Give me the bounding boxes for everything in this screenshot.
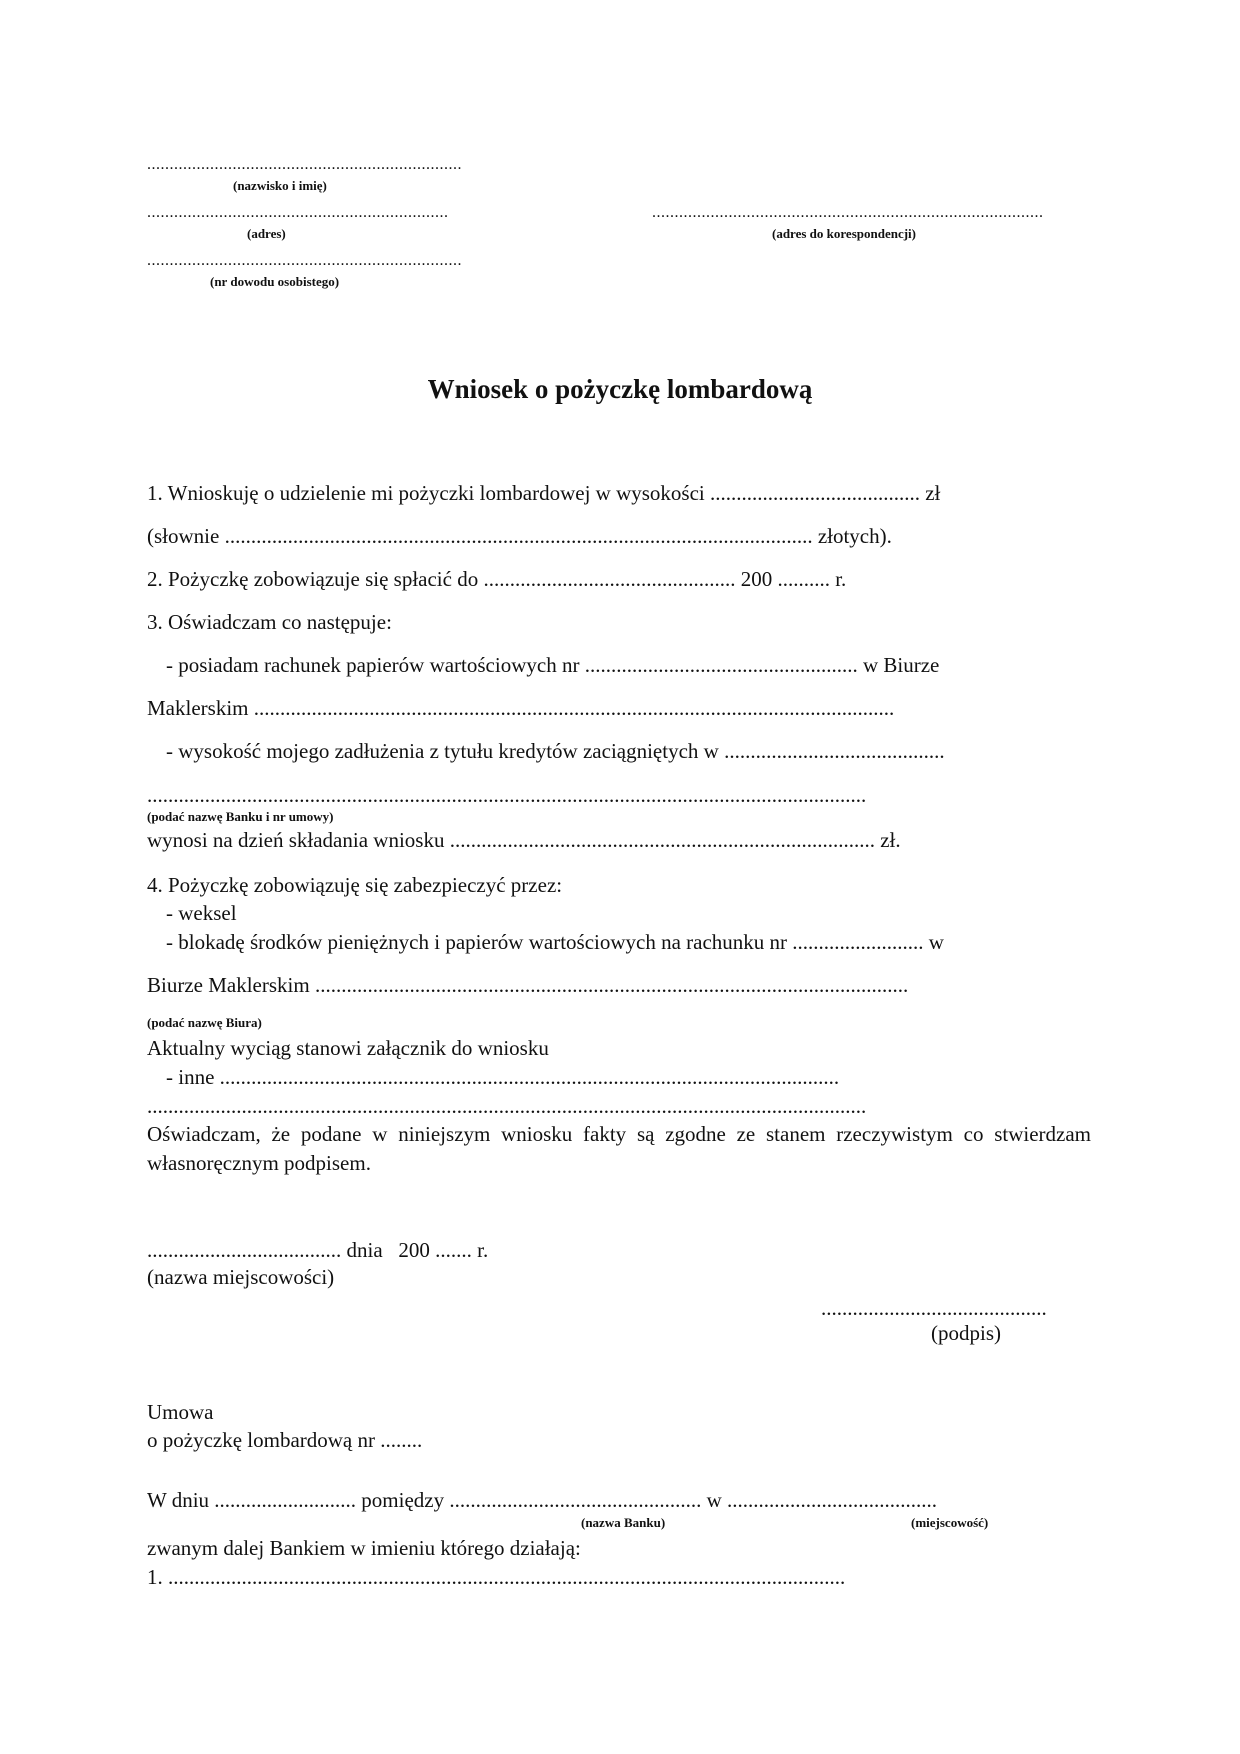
bank-name-line: ......................................................................................................................................... [147, 783, 867, 807]
bank-name-caption-contract: (nazwa Banku) [581, 1515, 666, 1530]
collateral-promissory-note: - weksel [166, 901, 237, 925]
loan-amount-line: 1. Wnioskuję o udzielenie mi pożyczki lombardowej w wysokości ........................................ zł [147, 481, 941, 505]
bank-representatives-line: zwanym dalej Bankiem w imieniu którego działają: [147, 1536, 581, 1560]
debt-amount-line: wynosi na dzień składania wniosku ................................................................................. zł. [147, 828, 901, 852]
brokerage-office-line: Biurze Maklerskim ................................................................................................................. [147, 973, 909, 997]
signature-caption: (podpis) [931, 1321, 1001, 1345]
amount-in-words-line: (słownie ................................................................................................................ złotych). [147, 524, 892, 548]
address-caption: (adres) [247, 226, 286, 241]
representative-1-line: 1. ................................................................................................................................. [147, 1565, 846, 1589]
securities-account-line: - posiadam rachunek papierów wartościowych nr .................................................... w Biurze [166, 653, 940, 677]
collateral-other-line: - inne ...................................................................................................................... [166, 1065, 840, 1089]
place-date-line: ..................................... dnia 200 ....... r. [147, 1238, 489, 1262]
truthfulness-declaration: Oświadczam, że podane w niniejszym wniosku fakty są zgodne ze stanem rzeczywistym co stwierdzam własnoręcznym podpisem. [147, 1122, 1091, 1175]
contract-heading: Umowa [147, 1400, 214, 1424]
name-caption: (nazwisko i imię) [233, 178, 327, 193]
contract-subheading: o pożyczkę lombardową nr ........ [147, 1428, 423, 1452]
correspondence-address-caption: (adres do korespondencji) [772, 226, 916, 241]
brokerage-office-caption: (podać nazwę Biura) [147, 1015, 262, 1030]
address-field-line: ................................................................... [147, 204, 449, 221]
bank-name-caption: (podać nazwę Banku i nr umowy) [147, 809, 334, 824]
brokerage-line: Maklerskim .......................................................................................................................... [147, 696, 895, 720]
contract-date-parties-line: W dniu ........................... pomiędzy ................................................ w ........................................ [147, 1488, 938, 1512]
locality-caption: (miejscowość) [911, 1515, 989, 1530]
collateral-block-funds: - blokadę środków pieniężnych i papierów wartościowych na rachunku nr ......................... w [166, 930, 944, 954]
place-caption: (nazwa miejscowości) [147, 1265, 335, 1289]
collateral-header: 4. Pożyczkę zobowiązuję się zabezpieczyć przez: [147, 873, 563, 897]
id-number-caption: (nr dowodu osobistego) [210, 274, 340, 289]
debt-level-line: - wysokość mojego zadłużenia z tytułu kredytów zaciągniętych w .......................................... [166, 739, 945, 763]
name-field-line: ...................................................................... [147, 156, 462, 173]
signature-line: ........................................... [821, 1296, 1047, 1320]
statement-attachment-line: Aktualny wyciąg stanowi załącznik do wniosku [147, 1036, 549, 1060]
declaration-header: 3. Oświadczam co następuje: [147, 610, 392, 634]
id-number-line: ...................................................................... [147, 252, 462, 269]
collateral-other-continuation: ......................................................................................................................................... [147, 1094, 867, 1118]
repayment-date-line: 2. Pożyczkę zobowiązuje się spłacić do ................................................ 200 .......... r. [147, 567, 847, 591]
correspondence-address-line: ....................................................................................... [652, 204, 1044, 221]
document-title: Wniosek o pożyczkę lombardową [427, 374, 813, 404]
